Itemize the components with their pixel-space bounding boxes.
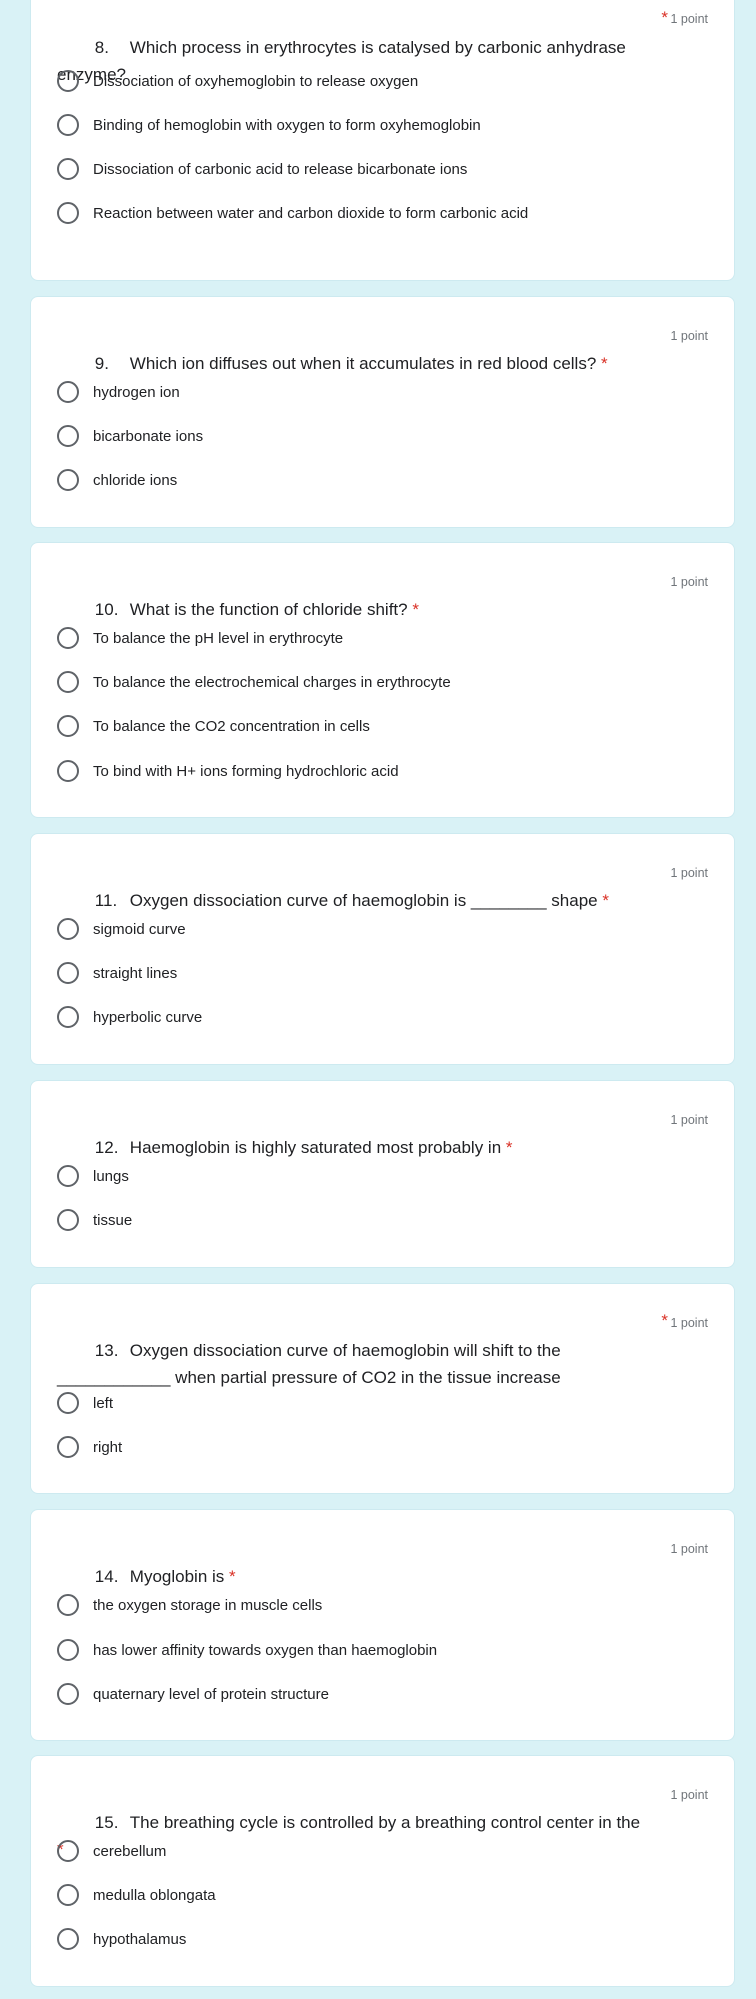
option-label: hypothalamus xyxy=(93,1930,187,1948)
points-label: 1 point xyxy=(670,1113,708,1127)
question-card-14 xyxy=(30,1509,735,1741)
required-asterisk: * xyxy=(602,891,609,910)
radio-circle-icon[interactable] xyxy=(57,1594,79,1616)
question-number: 12. xyxy=(94,1138,119,1157)
question-title xyxy=(57,7,647,115)
required-asterisk: * xyxy=(601,354,608,373)
option-label: Reaction between water and carbon dioxide to form carbonic acid xyxy=(93,204,529,222)
question-title xyxy=(57,1107,647,1188)
question-text: What is the function of chloride shift? xyxy=(129,600,408,619)
option-radio[interactable] xyxy=(57,669,451,695)
required-asterisk: * xyxy=(412,600,419,619)
radio-circle-icon[interactable] xyxy=(57,715,79,737)
required-asterisk: * xyxy=(661,1311,668,1330)
radio-circle-icon[interactable] xyxy=(57,1840,79,1862)
question-text: The breathing cycle is controlled by a breathing control center in the xyxy=(129,1813,641,1832)
required-asterisk: * xyxy=(505,1138,513,1157)
radio-circle-icon[interactable] xyxy=(57,381,79,403)
points-label: 1 point xyxy=(670,866,708,880)
radio-circle-icon[interactable] xyxy=(57,1683,79,1705)
radio-circle-icon[interactable] xyxy=(57,114,79,136)
option-radio[interactable] xyxy=(57,1163,129,1189)
radio-circle-icon[interactable] xyxy=(57,1209,79,1231)
question-number: 9. xyxy=(94,354,109,373)
option-label: To balance the electrochemical charges in erythrocyte xyxy=(93,673,451,691)
question-text: Oxygen dissociation curve of haemoglobin will shift to the ____________ when partial pressure of CO2 in the tissue increase xyxy=(57,1341,566,1387)
radio-circle-icon[interactable] xyxy=(57,1006,79,1028)
question-card-11 xyxy=(30,833,735,1065)
option-label: bicarbonate ions xyxy=(93,427,204,445)
radio-circle-icon[interactable] xyxy=(57,1436,79,1458)
option-label: To balance the pH level in erythrocyte xyxy=(93,629,344,647)
radio-circle-icon[interactable] xyxy=(57,918,79,940)
option-radio[interactable] xyxy=(57,625,343,651)
radio-circle-icon[interactable] xyxy=(57,1165,79,1187)
radio-circle-icon[interactable] xyxy=(57,671,79,693)
option-radio[interactable] xyxy=(57,1434,122,1460)
option-label: Binding of hemoglobin with oxygen to form oxyhemoglobin xyxy=(93,116,481,134)
option-radio[interactable] xyxy=(57,1004,202,1030)
question-text: Oxygen dissociation curve of haemoglobin is ________ shape xyxy=(129,891,598,910)
radio-circle-icon[interactable] xyxy=(57,1928,79,1950)
option-radio[interactable] xyxy=(57,156,467,182)
radio-circle-icon[interactable] xyxy=(57,469,79,491)
option-label: straight lines xyxy=(93,964,178,982)
option-label: left xyxy=(93,1394,114,1412)
option-label: the oxygen storage in muscle cells xyxy=(93,1596,323,1614)
option-label: Dissociation of carbonic acid to release bicarbonate ions xyxy=(93,160,468,178)
radio-circle-icon[interactable] xyxy=(57,70,79,92)
points-label: 1 point xyxy=(670,575,708,589)
option-radio[interactable] xyxy=(57,1592,322,1618)
option-radio[interactable] xyxy=(57,379,180,405)
question-number: 11. xyxy=(94,891,118,910)
question-card-12 xyxy=(30,1080,735,1268)
option-radio[interactable] xyxy=(57,200,528,226)
option-radio[interactable] xyxy=(57,916,186,942)
radio-circle-icon[interactable] xyxy=(57,760,79,782)
question-card-8 xyxy=(30,0,735,281)
option-radio[interactable] xyxy=(57,960,177,986)
option-radio[interactable] xyxy=(57,1681,329,1707)
points-label: 1 point xyxy=(670,1542,708,1556)
question-title xyxy=(57,1782,647,1890)
option-radio[interactable] xyxy=(57,1926,186,1952)
option-label: hydrogen ion xyxy=(93,383,180,401)
required-asterisk: * xyxy=(661,8,668,27)
question-number: 13. xyxy=(94,1341,119,1360)
radio-circle-icon[interactable] xyxy=(57,158,79,180)
option-radio[interactable] xyxy=(57,423,203,449)
option-label: To balance the CO2 concentration in cells xyxy=(93,717,370,735)
option-label: tissue xyxy=(93,1211,133,1229)
option-label: quaternary level of protein structure xyxy=(93,1685,329,1703)
radio-circle-icon[interactable] xyxy=(57,425,79,447)
question-text: Myoglobin is xyxy=(129,1567,225,1586)
question-card-15 xyxy=(30,1755,735,1987)
option-radio[interactable] xyxy=(57,112,481,138)
option-label: medulla oblongata xyxy=(93,1886,216,1904)
option-label: lungs xyxy=(93,1167,129,1185)
question-text: Haemoglobin is highly saturated most probably in xyxy=(129,1138,502,1157)
question-title xyxy=(57,1310,647,1418)
option-radio[interactable] xyxy=(57,1637,437,1663)
option-label: chloride ions xyxy=(93,471,178,489)
points-label: 1 point xyxy=(670,329,708,343)
required-asterisk: * xyxy=(57,1840,64,1859)
question-text: Which ion diffuses out when it accumulates in red blood cells? xyxy=(129,354,597,373)
points-label: 1 point xyxy=(670,1316,708,1330)
option-label: sigmoid curve xyxy=(93,920,186,938)
radio-circle-icon[interactable] xyxy=(57,1639,79,1661)
radio-circle-icon[interactable] xyxy=(57,1392,79,1414)
question-card-10 xyxy=(30,542,735,818)
question-card-9 xyxy=(30,296,735,528)
question-number: 15. xyxy=(94,1813,119,1832)
option-radio[interactable] xyxy=(57,1838,166,1864)
question-number: 14. xyxy=(94,1567,119,1586)
radio-circle-icon[interactable] xyxy=(57,202,79,224)
question-number: 10. xyxy=(94,600,119,619)
option-label: Dissociation of oxyhemoglobin to release oxygen xyxy=(93,72,419,90)
option-label: right xyxy=(93,1438,123,1456)
points-label: 1 point xyxy=(670,1788,708,1802)
radio-circle-icon[interactable] xyxy=(57,1884,79,1906)
question-text: Which process in erythrocytes is catalysed by carbonic anhydrase enzyme? xyxy=(57,38,631,84)
radio-circle-icon[interactable] xyxy=(57,627,79,649)
option-label: hyperbolic curve xyxy=(93,1008,203,1026)
option-label: cerebellum xyxy=(93,1842,167,1860)
option-radio[interactable] xyxy=(57,1882,216,1908)
option-radio[interactable] xyxy=(57,758,399,784)
option-radio[interactable] xyxy=(57,467,177,493)
question-number: 8. xyxy=(94,38,109,57)
option-radio[interactable] xyxy=(57,1207,132,1233)
option-label: To bind with H+ ions forming hydrochloric acid xyxy=(93,762,399,780)
option-radio[interactable] xyxy=(57,713,370,739)
option-label: has lower affinity towards oxygen than haemoglobin xyxy=(93,1641,438,1659)
question-card-13 xyxy=(30,1283,735,1494)
option-radio[interactable] xyxy=(57,68,418,94)
required-asterisk: * xyxy=(229,1567,236,1586)
radio-circle-icon[interactable] xyxy=(57,962,79,984)
option-radio[interactable] xyxy=(57,1390,113,1416)
points-label: 1 point xyxy=(670,12,708,26)
